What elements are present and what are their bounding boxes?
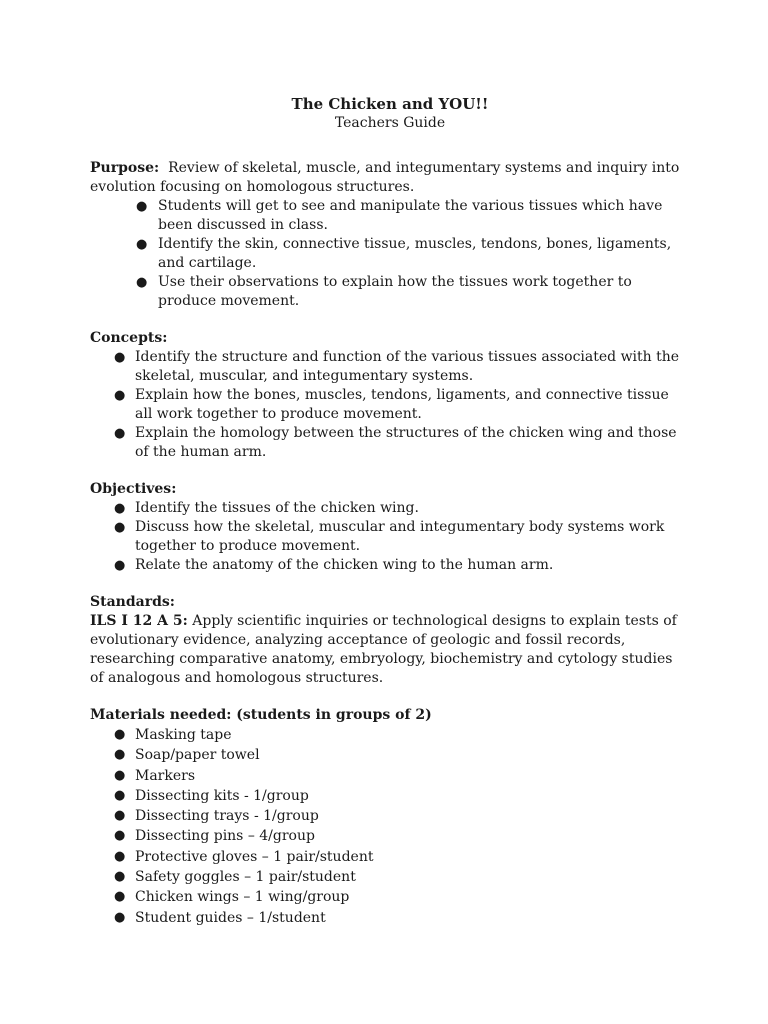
- objectives-list: [90, 499, 690, 575]
- standards-section: [90, 593, 690, 688]
- list-item: ● Dissecting pins – 4/group: [90, 826, 690, 846]
- list-item: ● Soap/paper towel: [90, 745, 690, 765]
- materials-heading: Materials needed: (students in groups of 2): [90, 707, 432, 723]
- list-item: ● Protective gloves – 1 pair/student: [90, 847, 690, 867]
- objectives-heading: Objectives: [90, 481, 172, 497]
- purpose-section: [90, 159, 690, 311]
- bullet-icon: ●: [114, 787, 126, 803]
- bullet-icon: ●: [114, 388, 126, 403]
- list-item: ● Masking tape: [90, 725, 690, 745]
- bullet-icon: ●: [114, 767, 126, 783]
- bullet-icon: ●: [114, 350, 126, 365]
- list-item: ● Identify the tissues of the chicken wing.: [114, 500, 419, 516]
- bullet-icon: ●: [114, 828, 126, 844]
- concepts-heading: Concepts: [90, 330, 163, 346]
- purpose-paragraph: Purpose: Review of skeletal, muscle, and integumentary systems and inquiry into evolution focusing on homologous structures.: [90, 160, 680, 195]
- bullet-icon: ●: [114, 426, 126, 441]
- materials-section: [90, 706, 690, 928]
- purpose-text: Review of skeletal, muscle, and integumentary systems and inquiry into evolution focusing on homologous structures.: [90, 160, 680, 195]
- bullet-icon: ●: [114, 501, 126, 516]
- bullet-icon: ●: [114, 727, 126, 742]
- objectives-heading-line: Objectives:: [90, 481, 177, 497]
- list-item: ● Dissecting trays - 1/group: [90, 806, 690, 826]
- list-item: ● Identify the skin, connective tissue, muscles, tendons, bones, ligaments, and cartilage.: [136, 236, 672, 271]
- concepts-heading-line: Concepts:: [90, 330, 168, 346]
- purpose-heading: Purpose: [90, 160, 154, 176]
- standards-heading: Standards: [90, 594, 170, 610]
- standards-text: Apply scientific inquiries or technological designs to explain tests of evolutionary evidence, analyzing acceptance of geologic and fossil records, researching comparative anatomy, embryology, biochemistry and cytology studies of analogous and homologous structures.: [90, 613, 677, 686]
- list-item: ● Chicken wings – 1 wing/group: [90, 887, 690, 907]
- purpose-list: [90, 197, 690, 311]
- bullet-icon: ●: [136, 237, 148, 252]
- concepts-section: [90, 329, 690, 462]
- bullet-icon: ●: [114, 558, 126, 573]
- list-item: ● Student guides – 1/student: [90, 908, 690, 928]
- bullet-icon: ●: [114, 520, 126, 535]
- standards-paragraph: ILS I 12 A 5: Apply scientific inquiries or technological designs to explain tests of evolutionary evidence, analyzing acceptance of geologic and fossil records, researching comparative anatomy, embryology, biochemistry and cytology studies of analogous and homologous structures.: [90, 613, 677, 686]
- list-item: ● Explain how the bones, muscles, tendons, ligaments, and connective tissue all work together to produce movement.: [114, 387, 669, 422]
- bullet-icon: ●: [114, 869, 126, 885]
- list-item: ● Students will get to see and manipulate the various tissues which have been discussed in class.: [136, 198, 663, 233]
- bullet-icon: ●: [114, 889, 126, 905]
- document-subtitle: Teachers Guide: [334, 115, 446, 131]
- list-item: ● Dissecting kits - 1/group: [90, 786, 690, 806]
- list-item: ● Safety goggles – 1 pair/student: [90, 867, 690, 887]
- document-page: [90, 94, 690, 928]
- bullet-icon: ●: [114, 747, 126, 763]
- list-item: ● Identify the structure and function of the various tissues associated with the skeletal, muscular, and integumentary systems.: [114, 349, 680, 384]
- standards-heading-line: Standards:: [90, 594, 175, 610]
- materials-list: [90, 725, 690, 928]
- bullet-icon: ●: [136, 275, 148, 290]
- list-item: ● Relate the anatomy of the chicken wing to the human arm.: [114, 557, 554, 573]
- standards-code: ILS I 12 A 5: [90, 613, 183, 629]
- list-item: ● Use their observations to explain how the tissues work together to produce movement.: [136, 274, 632, 309]
- concepts-list: [90, 348, 690, 462]
- bullet-icon: ●: [114, 848, 126, 864]
- bullet-icon: ●: [114, 808, 126, 824]
- objectives-section: [90, 480, 690, 575]
- list-item: ● Explain the homology between the structures of the chicken wing and those of the human arm.: [114, 425, 677, 460]
- bullet-icon: ●: [114, 909, 126, 925]
- bullet-icon: ●: [136, 199, 148, 214]
- document-title: The Chicken and YOU!!: [291, 95, 489, 113]
- list-item: ● Discuss how the skeletal, muscular and integumentary body systems work together to produce movement.: [114, 519, 665, 554]
- list-item: ● Markers: [90, 766, 690, 786]
